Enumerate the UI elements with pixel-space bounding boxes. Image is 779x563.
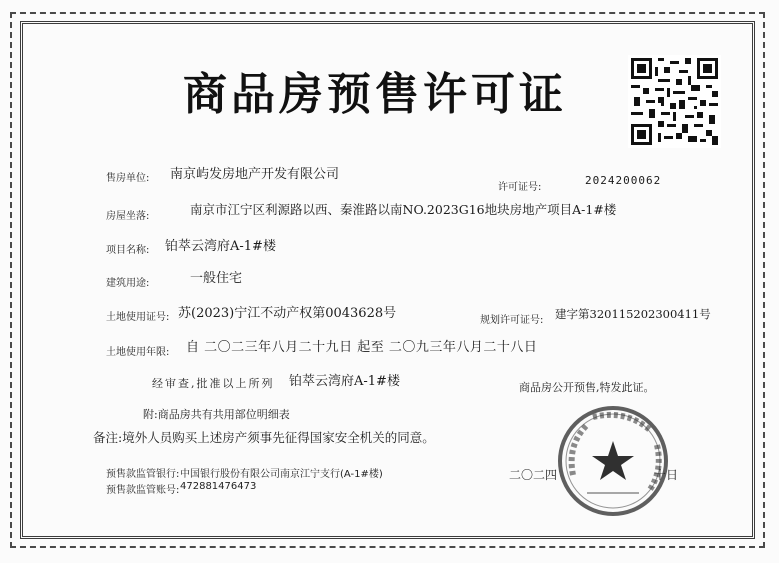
issue-date-left: 二〇二四 [509,468,558,482]
planning-permit-label: 规划许可证号: [480,315,544,326]
account-value: 472881476473 [180,481,257,492]
account-label: 预售款监管账号: [106,485,180,496]
location-value: 南京市江宁区利源路以西、秦淮路以南NO.2023G16地块房地产项目A-1#楼 [190,202,617,217]
license-number-value: 2024200062 [585,174,662,187]
planning-permit-value: 建字第320115202300411号 [555,307,711,321]
note-text: 备注:境外人员购买上述房产须事先征得国家安全机关的同意。 [93,430,435,445]
approval-suffix: 商品房公开预售,特发此证。 [519,381,655,394]
project-label: 项目名称: [106,245,150,256]
bank-value: 中国银行股份有限公司南京江宁支行(A-1#楼) [180,469,383,480]
usage-value: 一般住宅 [190,271,243,286]
bank-label: 预售款监管银行: [106,469,180,480]
land-certificate-label: 土地使用证号: [106,312,170,323]
land-term-value: 自 二〇二三年八月二十九日 起至 二〇九三年八月二十八日 [186,340,538,355]
seller-label: 售房单位: [106,173,150,184]
location-label: 房屋坐落: [106,211,150,222]
approval-prefix: 经审查,批准以上所列 [152,377,275,390]
seller-value: 南京屿发房地产开发有限公司 [170,167,340,182]
land-term-label: 土地使用年限: [106,347,170,358]
approval-project: 铂萃云湾府A-1#楼 [289,374,400,389]
license-number-label: 许可证号: [498,182,542,193]
usage-label: 建筑用途: [106,278,150,289]
attachment-text: 附:商品房共有共用部位明细表 [143,408,290,421]
certificate-title: 商品房预售许可证 [183,69,567,120]
qr-code-icon [628,55,721,148]
issue-date-right: 十日 [654,468,679,482]
official-seal-icon [557,405,669,517]
land-certificate-value: 苏(2023)宁江不动产权第0043628号 [178,306,397,321]
project-value: 铂萃云湾府A-1#楼 [165,239,276,254]
